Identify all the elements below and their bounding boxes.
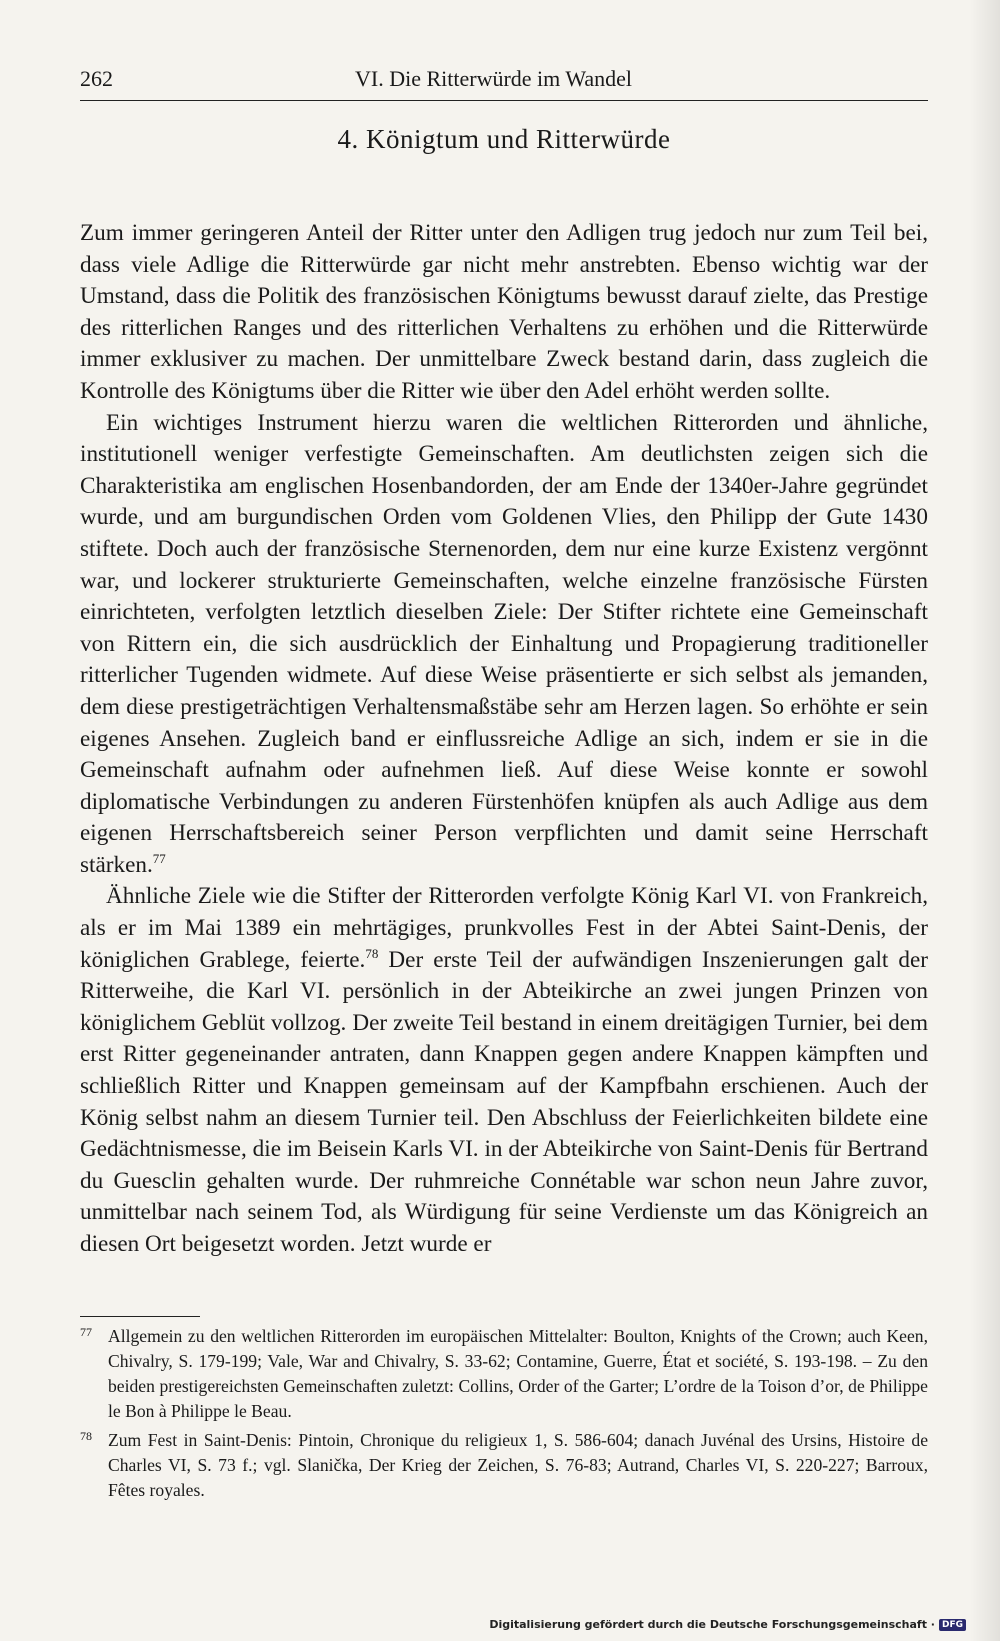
footnotes bbox=[80, 1324, 928, 1507]
section-title: 4. Königtum und Ritterwürde bbox=[337, 124, 671, 154]
paragraph-3-text-after: Der erste Teil der aufwändigen Inszenierungen galt der Ritterweihe, die Karl VI. persönlich in der Abteikirche an zwei jungen Prinzen von königlichem Geblüt vollzog. Der zweite Teil bestand in einem dreitägigen Turnier, bei dem erst Ritter gegeneinander antraten, dann Knappen gegen andere Knappen kämpften und schließlich Ritter und Knappen gemeinsam auf der Kampfbahn erschienen. Auch der König selbst nahm an diesem Turnier teil. Den Abschluss der Feierlichkeiten bildete eine Gedächtnismesse, die im Beisein Karls VI. in der Abteikirche von Saint-Denis für Bertrand du Guesclin gehalten wurde. Der ruhmreiche Connétable war schon neun Jahre zuvor, unmittelbar nach seinem Tod, als Würdigung für seine Verdienste um das Königreich an diesen Ort beigesetzt worden. Jetzt wurde er bbox=[80, 946, 928, 1257]
body-text bbox=[80, 218, 928, 1261]
footnote-number: 78 bbox=[80, 1429, 92, 1443]
paragraph-2-text: Ein wichtiges Instrument hierzu waren die weltlichen Ritterorden und ähnliche, institutionell weniger verfestigte Gemeinschaften. Am deutlichsten zeigen sich die Charakteristika am englischen Hosenbandorden, der am Ende der 1340er-Jahre gegründet wurde, und am burgundischen Orden vom Goldenen Vlies, den Philipp der Gute 1430 stiftete. Doch auch der französische Sternenorden, dem nur eine kurze Existenz vergönnt war, und lockerer strukturierte Gemeinschaften, welche einzelne französische Fürsten einrichteten, verfolgten letztlich dieselben Ziele: Der Stifter richtete eine Gemeinschaft von Rittern ein, die sich ausdrücklich der Einhaltung und Propagierung traditioneller ritterlicher Tugenden widmete. Auf diese Weise präsentierte er sich selbst als jemanden, dem diese prestigeträchtigen Verhaltensmaßstäbe sehr am Herzen lagen. So erhöhte er sein eigenes Ansehen. Zugleich band er einflussreiche Adlige an sich, indem er sie in die Gemeinschaft aufnahm oder aufnehmen ließ. Auf diese Weise konnte er sowohl diplomatische Verbindungen zu anderen Fürstenhöfen knüpfen als auch Adlige aus dem eigenen Herrschaftsbereich seiner Person verpflichten und damit seine Herrschaft stärken. bbox=[80, 409, 928, 878]
paragraph-2 bbox=[80, 408, 928, 882]
paragraph-3 bbox=[80, 881, 928, 1260]
footnote-text: Zum Fest in Saint-Denis: Pintoin, Chronique du religieux 1, S. 586-604; danach Juvénal des Ursins, Histoire de Charles VI, S. 73 f.; vgl. Slanička, Der Krieg der Zeichen, S. 76-83; Autrand, Charles VI, S. 220-227; Barroux, Fêtes royales. bbox=[108, 1430, 928, 1500]
page-edge-shadow bbox=[970, 0, 1000, 1641]
footnote-number: 77 bbox=[80, 1325, 92, 1339]
credit-text: Digitalisierung gefördert durch die Deutsche Forschungsgemeinschaft · bbox=[489, 1618, 935, 1631]
digitization-credit bbox=[489, 1618, 966, 1631]
paragraph-3-text-before: Ähnliche Ziele wie die Stifter der Ritterorden verfolgte König Karl VI. von Frankreich, als er im Mai 1389 ein mehrtägiges, prunkvolles Fest in der Abtei Saint-Denis, der königlichen Grablege, feierte. bbox=[80, 883, 928, 973]
footnote-ref-77[interactable]: 77 bbox=[152, 850, 166, 866]
footnote-77 bbox=[80, 1324, 928, 1424]
paragraph-1-text: Zum immer geringeren Anteil der Ritter unter den Adligen trug jedoch nur zum Teil bei, dass viele Adlige die Ritterwürde gar nicht mehr anstrebten. Ebenso wichtig war der Umstand, dass die Politik des französischen Königtums bewusst darauf zielte, das Prestige des ritterlichen Ranges und des ritterlichen Verhaltens zu erhöhen und die Ritterwürde immer exklusiver zu machen. Der unmittelbare Zweck bestand darin, dass zugleich die Kontrolle des Königtums über die Ritter wie über den Adel erhöht werden sollte. bbox=[80, 220, 928, 404]
running-head bbox=[80, 60, 928, 101]
footnote-text: Allgemein zu den weltlichen Ritterorden im europäischen Mittelalter: Boulton, Knights of the Crown; auch Keen, Chivalry, S. 179-199; Vale, War and Chivalry, S. 33-62; Contamine, Guerre, État et société, S. 193-198. – Zu den beiden prestigereichsten Gemeinschaften zuletzt: Collins, Order of the Garter; L’ordre de la Toison d’or, de Philippe le Bon à Philippe le Beau. bbox=[108, 1326, 928, 1421]
dfg-logo: DFG bbox=[939, 1619, 966, 1631]
footnote-ref-78[interactable]: 78 bbox=[365, 945, 379, 961]
paragraph-1 bbox=[80, 218, 928, 408]
footnote-divider bbox=[80, 1316, 200, 1317]
footnote-78 bbox=[80, 1428, 928, 1503]
page-number: 262 bbox=[80, 66, 113, 91]
running-title: VI. Die Ritterwürde im Wandel bbox=[355, 66, 633, 91]
